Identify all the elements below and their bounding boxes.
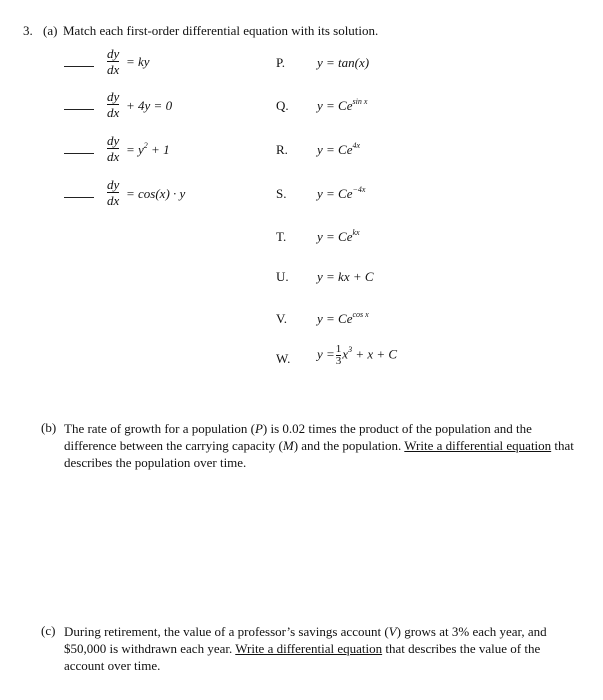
answer-blank-4[interactable] (64, 197, 94, 198)
fraction-denominator: 3 (335, 355, 342, 367)
derivative-numerator: dy (107, 46, 120, 61)
derivative-numerator: dy (107, 89, 120, 104)
solution-letter-v: V. (276, 311, 287, 326)
derivative-denominator: dx (107, 149, 120, 164)
solution-p: y = tan(x) (317, 55, 370, 70)
part-c-text-1: During retirement, the value of a professor’s savings account ( (64, 624, 389, 639)
var-p: P (254, 421, 263, 436)
solution-w (317, 344, 397, 367)
solution-letter-u: U. (276, 269, 289, 284)
answer-blank-1[interactable] (64, 66, 94, 67)
solution-exponent: cos x (352, 310, 369, 319)
solution-letter-r: R. (276, 142, 288, 157)
solution-s (317, 186, 365, 202)
derivative-numerator: dy (107, 177, 120, 192)
derivative-denominator: dx (107, 193, 120, 208)
solution-u: y = kx + C (317, 269, 374, 284)
solution-letter-w: W. (276, 351, 291, 366)
part-c-text-3: that describes the value of the account over time. (64, 641, 541, 673)
part-b-underlined-instruction: Write a differential equation (404, 438, 552, 453)
solution-r (317, 142, 360, 158)
derivative-fraction (107, 134, 119, 163)
question-number: 3. (23, 23, 33, 38)
solution-exponent: 3 (348, 345, 353, 355)
solution-tail: + x + C (352, 346, 398, 362)
derivative-fraction (107, 178, 119, 207)
equation-rhs-4: = cos(x) · y (126, 186, 186, 201)
fraction-one-third (336, 344, 342, 367)
derivative-denominator: dx (107, 105, 120, 120)
solution-t (317, 229, 360, 245)
derivative-numerator: dy (107, 133, 120, 148)
solution-exponent: 4x (352, 141, 361, 150)
rhs-post: + 1 (147, 142, 170, 157)
solution-letter-t: T. (276, 229, 287, 244)
solution-v (317, 311, 369, 327)
solution-letter-p: P. (276, 55, 286, 70)
solution-base: y = (317, 346, 335, 362)
var-v: V (388, 624, 397, 639)
answer-blank-3[interactable] (64, 153, 94, 154)
equation-rhs-1: = ky (126, 54, 150, 69)
derivative-fraction (107, 90, 119, 119)
part-b-text-4: that describes the population over time. (64, 438, 574, 470)
var-m: M (282, 438, 294, 453)
equation-rhs-3 (126, 142, 170, 158)
answer-blank-2[interactable] (64, 109, 94, 110)
rhs-exponent: 2 (143, 141, 148, 150)
fraction-numerator: 1 (335, 343, 342, 355)
solution-base: y = Ce (317, 142, 353, 157)
solution-q (317, 98, 367, 114)
solution-base: y = Ce (317, 311, 353, 326)
part-b-text (64, 420, 574, 471)
part-a-label: (a) (43, 23, 58, 38)
solution-exponent: sin x (352, 97, 368, 106)
equation-rhs-2: + 4y = 0 (126, 98, 173, 113)
part-c-label: (c) (41, 623, 56, 638)
rhs-pre: = y (126, 142, 144, 157)
solution-base: y = Ce (317, 229, 353, 244)
solution-letter-s: S. (276, 186, 287, 201)
part-c-underlined-instruction: Write a differential equation (235, 641, 383, 656)
part-b-text-3: ) and the population. (293, 438, 405, 453)
part-c-text-2: ) grows at 3% each year, and $50,000 is withdrawn each year. (64, 624, 547, 656)
part-b-label: (b) (41, 420, 57, 435)
part-b-text-1: The rate of growth for a population ( (64, 421, 255, 436)
part-c-text (64, 623, 574, 674)
derivative-denominator: dx (107, 62, 120, 77)
solution-exponent: −4x (352, 185, 366, 194)
solution-variable: x (342, 346, 349, 362)
derivative-fraction (107, 47, 119, 76)
solution-base: y = Ce (317, 186, 353, 201)
solution-exponent: kx (352, 228, 360, 237)
part-a-instructions: Match each first-order differential equation with its solution. (63, 23, 379, 38)
solution-letter-q: Q. (276, 98, 289, 113)
solution-base: y = Ce (317, 98, 353, 113)
part-b-text-2: ) is 0.02 times the product of the population and the difference between the carrying capacity ( (64, 421, 532, 453)
